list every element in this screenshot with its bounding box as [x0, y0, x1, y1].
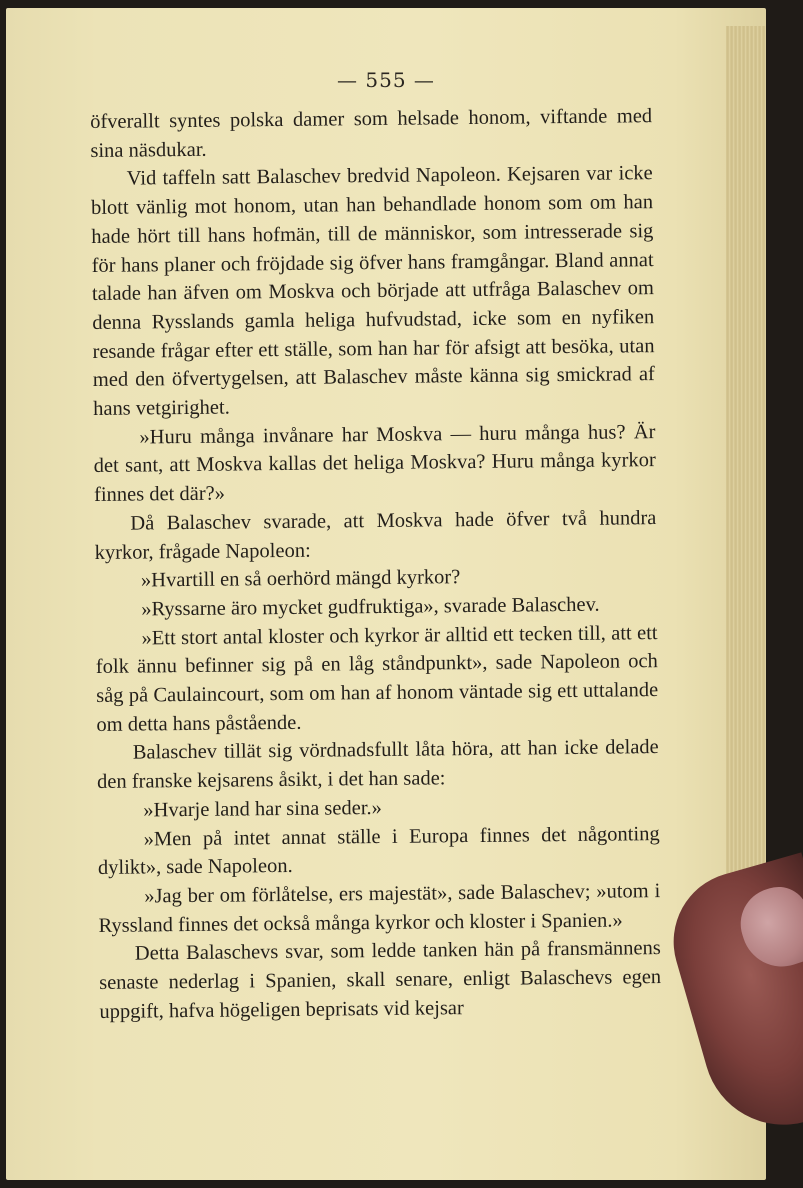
- paragraph: »Men på intet annat ställe i Europa finnes det någonting dylikt», sade Napoleon.: [97, 822, 660, 880]
- paragraph: Balaschev tillät sig vördnadsfullt låta höra, att han icke delade den franske kejsarens åsikt, i det han sade:: [96, 736, 659, 794]
- page-number: — 555 —: [337, 68, 435, 92]
- paragraph: »Ryssarne äro mycket gudfruktiga», svarade Balaschev.: [141, 593, 600, 621]
- paragraph: öfverallt syntes polska damer som helsade honom, viftande med sina näsdukar.: [90, 105, 653, 162]
- paragraph: »Jag ber om förlåtelse, ers majestät», sade Balaschev; »utom i Ryssland finnes det också många kyrkor och kloster i Spanien.»: [98, 880, 661, 937]
- paragraph: Detta Balaschevs svar, som ledde tanken hän på fransmännens senaste nederlag i Spanien, skall senare, enligt Balaschevs egen uppgift, hafva högeligen beprisats vid kejsar: [99, 937, 662, 1023]
- book-page: [6, 8, 766, 1180]
- body-text: [90, 102, 662, 1026]
- page-edges: [726, 26, 766, 906]
- paragraph: »Hvartill en så oerhörd mängd kyrkor?: [140, 566, 461, 592]
- paragraph: Vid taffeln satt Balaschev bredvid Napoleon. Kejsaren var icke blott vänlig mot honom, utan han behandlade honom som om han hade hört till hans hofmän, till de människor, som intresserade sig för hans planer och fröjdade sig öfver hans framgångar. Bland annat talade han äfven om Moskva och började att utfråga Balaschev om denna Rysslands gamla heliga hufvudstad, icke som en nyfiken resande frågar efter ett ställe, som han har för afsigt att besöka, utan med den öfvertygelsen, att Balaschev måste känna sig smickrad af hans vetgirighet.: [90, 162, 655, 421]
- paragraph: »Hvarje land har sina seder.»: [143, 796, 382, 822]
- paragraph: Då Balaschev svarade, att Moskva hade öfver två hundra kyrkor, frågade Napoleon:: [94, 506, 657, 564]
- paragraph: »Ett stort antal kloster och kyrkor är alltid ett tecken till, att ett folk ännu befinner sig på en låg ståndpunkt», sade Napoleon och såg på Caulaincourt, som om han af honom väntade sig ett uttalande om detta hans påstående.: [95, 621, 659, 736]
- paragraph: »Huru många invånare har Moskva — huru många hus? Är det sant, att Moskva kallas det heliga Moskva? Huru många kyrkor finnes det där?»: [93, 420, 656, 507]
